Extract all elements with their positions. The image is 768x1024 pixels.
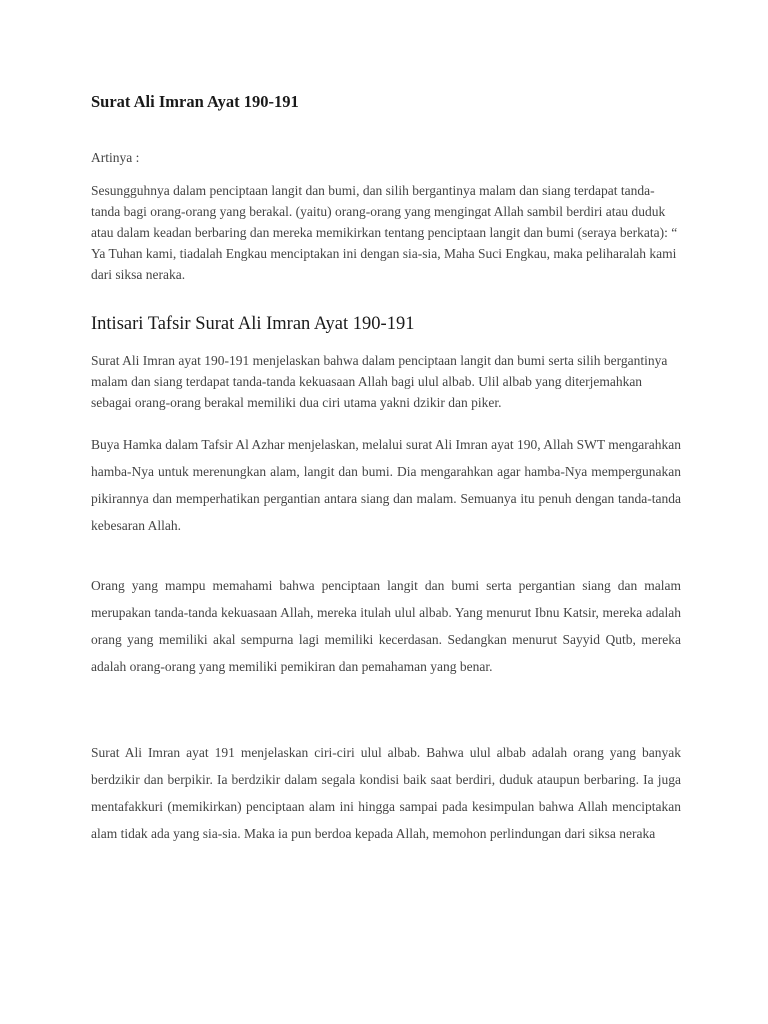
summary-paragraph: Surat Ali Imran ayat 190-191 menjelaskan bahwa dalam penciptaan langit dan bumi serta silih bergantinya malam dan siang terdapat tanda-tanda kekuasaan Allah bagi ulul albab. Ulil albab yang diterjemahkan sebagai orang-orang berakal memiliki dua ciri utama yakni dzikir dan piker. <box>91 353 668 410</box>
body-paragraph-3: Surat Ali Imran ayat 191 menjelaskan ciri-ciri ulul albab. Bahwa ulul albab adalah orang yang banyak berdzikir dan berpikir. Ia berdzikir dalam segala kondisi baik saat berdiri, duduk ataupun berbaring. Ia juga mentafakkuri (memikirkan) penciptaan alam ini hingga sampai pada kesimpulan bahwa Allah menciptakan alam tidak ada yang sia-sia. Maka ia pun berdoa kepada Allah, memohon perlindungan dari siksa neraka <box>91 745 681 841</box>
document-title: Surat Ali Imran Ayat 190-191 <box>91 92 299 111</box>
section-title: Intisari Tafsir Surat Ali Imran Ayat 190-191 <box>91 314 415 334</box>
body-paragraph-1: Buya Hamka dalam Tafsir Al Azhar menjelaskan, melalui surat Ali Imran ayat 190, Allah SWT mengarahkan hamba-Nya untuk merenungkan alam, langit dan bumi. Dia mengarahkan agar hamba-Nya mempergunakan pikirannya dan memperhatikan pergantian antara siang dan malam. Semuanya itu penuh dengan tanda-tanda kebesaran Allah. <box>91 437 681 533</box>
artinya-label: Artinya : <box>91 150 140 165</box>
body-paragraph-2: Orang yang mampu memahami bahwa penciptaan langit dan bumi serta pergantian siang dan malam merupakan tanda-tanda kekuasaan Allah, mereka itulah ulul albab. Yang menurut Ibnu Katsir, mereka adalah orang yang memiliki akal sempurna lagi memiliki kecerdasan. Sedangkan menurut Sayyid Qutb, mereka adalah orang-orang yang memiliki pemikiran dan pemahaman yang benar. <box>91 578 681 674</box>
translation-paragraph: Sesungguhnya dalam penciptaan langit dan bumi, dan silih bergantinya malam dan siang terdapat tanda-tanda bagi orang-orang yang berakal. (yaitu) orang-orang yang mengingat Allah sambil berdiri atau duduk atau dalam keadan berbaring dan mereka memikirkan tentang penciptaan langit dan bumi (seraya berkata): “ Ya Tuhan kami, tiadalah Engkau menciptakan ini dengan sia-sia, Maha Suci Engkau, maka peliharalah kami dari siksa neraka. <box>91 183 678 282</box>
